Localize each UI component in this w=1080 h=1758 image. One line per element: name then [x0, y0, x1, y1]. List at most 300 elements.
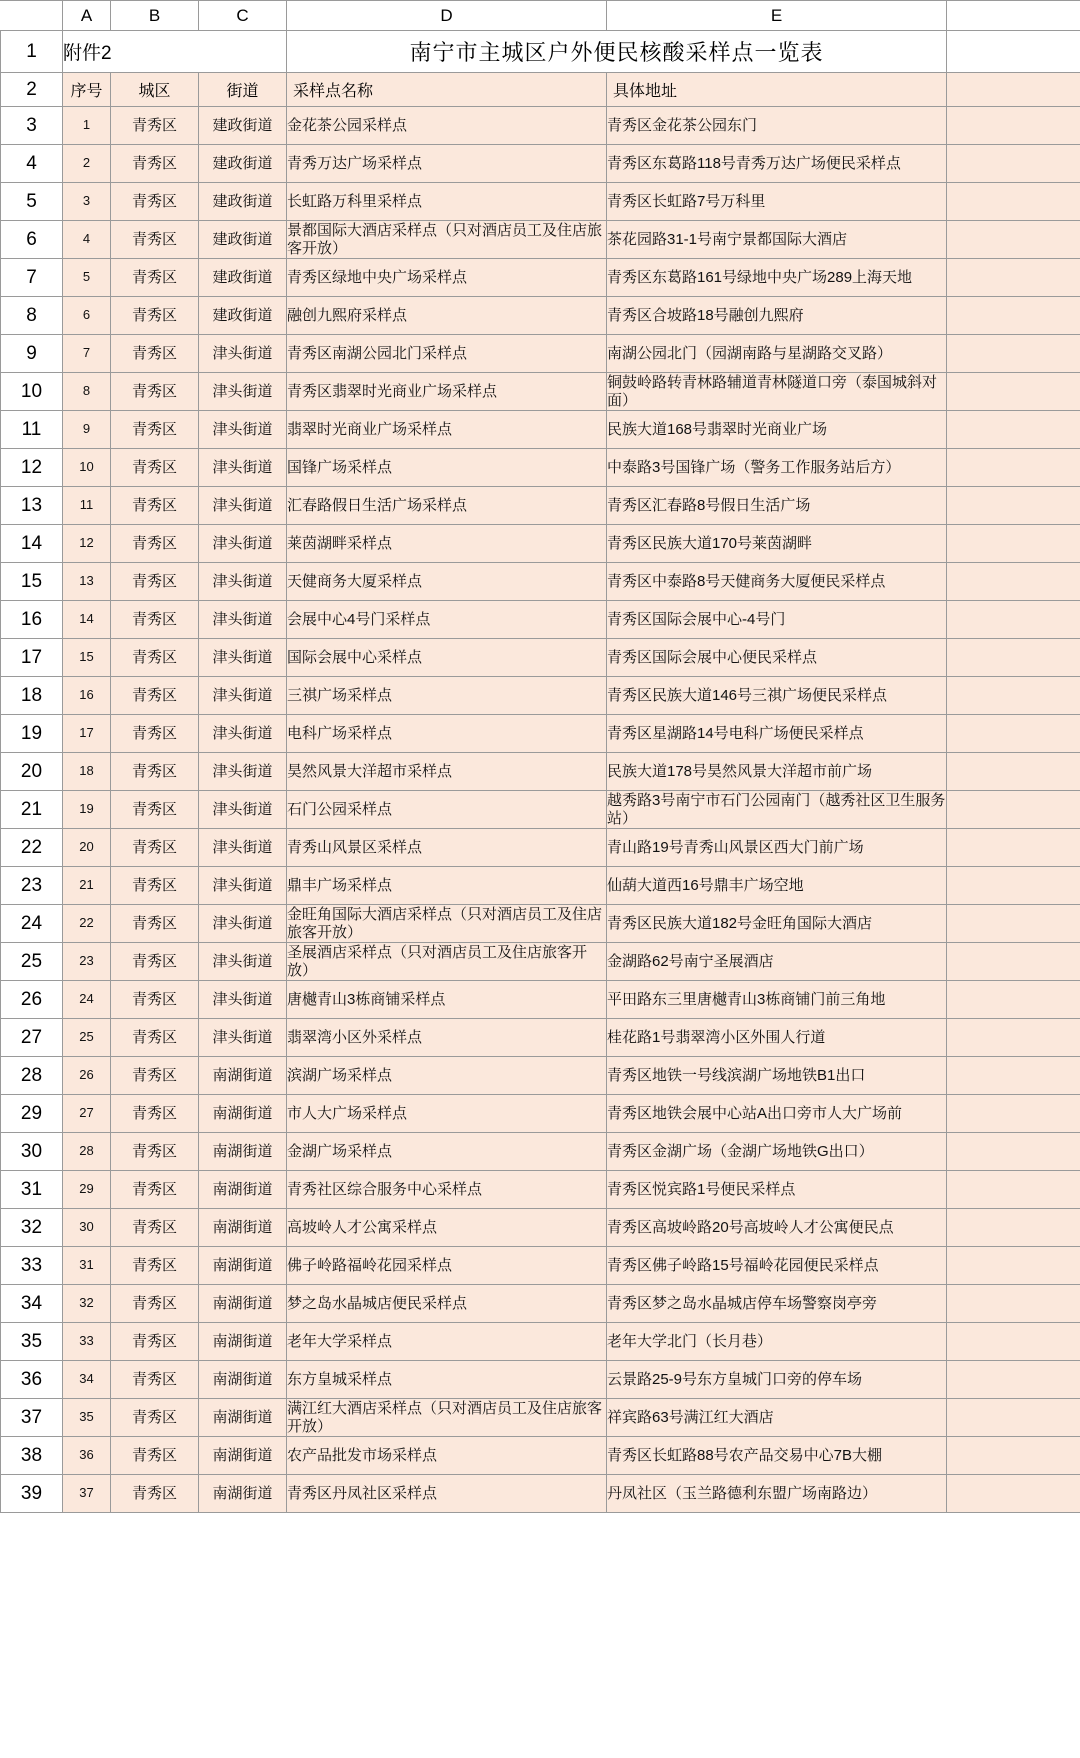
- cell-street: 南湖街道: [199, 1057, 287, 1095]
- cell-address: 平田路东三里唐樾青山3栋商铺门前三角地: [607, 981, 947, 1019]
- cell-street: 津头街道: [199, 411, 287, 449]
- table-row[interactable]: [1, 221, 1080, 259]
- cell-index: 14: [63, 601, 111, 639]
- row-number-29[interactable]: 29: [1, 1095, 63, 1133]
- cell-street: 津头街道: [199, 867, 287, 905]
- row-number-31[interactable]: 31: [1, 1171, 63, 1209]
- cell-street: 津头街道: [199, 1019, 287, 1057]
- row-number-9[interactable]: 9: [1, 335, 63, 373]
- cell-street: 南湖街道: [199, 1361, 287, 1399]
- cell-tail: [947, 335, 1080, 373]
- cell-site-name: 天健商务大厦采样点: [287, 563, 607, 601]
- cell-index: 8: [63, 373, 111, 411]
- cell-address: 青秀区东葛路161号绿地中央广场289上海天地: [607, 259, 947, 297]
- cell-index: 30: [63, 1209, 111, 1247]
- cell-address: 青秀区合坡路18号融创九熙府: [607, 297, 947, 335]
- table-row[interactable]: [1, 1057, 1080, 1095]
- title-row-tail: [947, 31, 1080, 73]
- row-number-10[interactable]: 10: [1, 373, 63, 411]
- cell-site-name: 景都国际大酒店采样点（只对酒店员工及住店旅客开放）: [287, 221, 607, 259]
- cell-district: 青秀区: [111, 1285, 199, 1323]
- cell-site-name: 长虹路万科里采样点: [287, 183, 607, 221]
- cell-address: 南湖公园北门（园湖南路与星湖路交叉路）: [607, 335, 947, 373]
- row-number-12[interactable]: 12: [1, 449, 63, 487]
- cell-index: 21: [63, 867, 111, 905]
- column-header-f[interactable]: [947, 1, 1080, 31]
- cell-site-name: 青秀山风景区采样点: [287, 829, 607, 867]
- cell-index: 35: [63, 1399, 111, 1437]
- cell-site-name: 融创九熙府采样点: [287, 297, 607, 335]
- cell-district: 青秀区: [111, 1095, 199, 1133]
- cell-site-name: 三祺广场采样点: [287, 677, 607, 715]
- cell-district: 青秀区: [111, 259, 199, 297]
- table-row[interactable]: [1, 525, 1080, 563]
- cell-tail: [947, 1057, 1080, 1095]
- cell-tail: [947, 943, 1080, 981]
- cell-street: 津头街道: [199, 677, 287, 715]
- cell-tail: [947, 1437, 1080, 1475]
- cell-district: 青秀区: [111, 563, 199, 601]
- row-number-8[interactable]: 8: [1, 297, 63, 335]
- cell-district: 青秀区: [111, 449, 199, 487]
- column-header-c[interactable]: C: [199, 1, 287, 31]
- cell-address: 青秀区佛子岭路15号福岭花园便民采样点: [607, 1247, 947, 1285]
- cell-index: 20: [63, 829, 111, 867]
- cell-tail: [947, 449, 1080, 487]
- row-number-26[interactable]: 26: [1, 981, 63, 1019]
- row-number-24[interactable]: 24: [1, 905, 63, 943]
- cell-street: 南湖街道: [199, 1437, 287, 1475]
- cell-address: 青秀区国际会展中心-4号门: [607, 601, 947, 639]
- cell-address: 青秀区金湖广场（金湖广场地铁G出口）: [607, 1133, 947, 1171]
- cell-district: 青秀区: [111, 1399, 199, 1437]
- cell-tail: [947, 411, 1080, 449]
- row-number-18[interactable]: 18: [1, 677, 63, 715]
- cell-street: 津头街道: [199, 601, 287, 639]
- row-number-3[interactable]: 3: [1, 107, 63, 145]
- cell-address: 青秀区中泰路8号天健商务大厦便民采样点: [607, 563, 947, 601]
- cell-street: 津头街道: [199, 639, 287, 677]
- cell-index: 11: [63, 487, 111, 525]
- cell-address: 青秀区金花茶公园东门: [607, 107, 947, 145]
- header-index: 序号: [63, 73, 111, 107]
- cell-index: 7: [63, 335, 111, 373]
- table-row[interactable]: [1, 1133, 1080, 1171]
- cell-site-name: 国际会展中心采样点: [287, 639, 607, 677]
- cell-address: 青秀区星湖路14号电科广场便民采样点: [607, 715, 947, 753]
- cell-district: 青秀区: [111, 1171, 199, 1209]
- cell-street: 建政街道: [199, 221, 287, 259]
- cell-tail: [947, 1475, 1080, 1513]
- cell-tail: [947, 601, 1080, 639]
- cell-district: 青秀区: [111, 905, 199, 943]
- cell-street: 津头街道: [199, 905, 287, 943]
- cell-district: 青秀区: [111, 1209, 199, 1247]
- cell-address: 祥宾路63号满江红大酒店: [607, 1399, 947, 1437]
- cell-tail: [947, 487, 1080, 525]
- cell-address: 青秀区悦宾路1号便民采样点: [607, 1171, 947, 1209]
- cell-street: 南湖街道: [199, 1399, 287, 1437]
- table-row[interactable]: [1, 107, 1080, 145]
- row-number-20[interactable]: 20: [1, 753, 63, 791]
- table-row[interactable]: [1, 715, 1080, 753]
- cell-tail: [947, 639, 1080, 677]
- cell-address: 青秀区民族大道170号莱茵湖畔: [607, 525, 947, 563]
- row-number-27[interactable]: 27: [1, 1019, 63, 1057]
- cell-tail: [947, 563, 1080, 601]
- table-row[interactable]: [1, 1209, 1080, 1247]
- cell-street: 津头街道: [199, 563, 287, 601]
- cell-site-name: 青秀区翡翠时光商业广场采样点: [287, 373, 607, 411]
- cell-index: 25: [63, 1019, 111, 1057]
- row-number-13[interactable]: 13: [1, 487, 63, 525]
- cell-site-name: 唐樾青山3栋商铺采样点: [287, 981, 607, 1019]
- table-row[interactable]: [1, 563, 1080, 601]
- cell-address: 云景路25-9号东方皇城门口旁的停车场: [607, 1361, 947, 1399]
- cell-street: 津头街道: [199, 525, 287, 563]
- table-row[interactable]: [1, 867, 1080, 905]
- row-number-4[interactable]: 4: [1, 145, 63, 183]
- cell-site-name: 老年大学采样点: [287, 1323, 607, 1361]
- table-row[interactable]: [1, 145, 1080, 183]
- cell-index: 18: [63, 753, 111, 791]
- cell-index: 13: [63, 563, 111, 601]
- row-number-37[interactable]: 37: [1, 1399, 63, 1437]
- cell-index: 9: [63, 411, 111, 449]
- row-number-35[interactable]: 35: [1, 1323, 63, 1361]
- cell-district: 青秀区: [111, 183, 199, 221]
- table-row[interactable]: [1, 753, 1080, 791]
- cell-site-name: 昊然风景大洋超市采样点: [287, 753, 607, 791]
- cell-tail: [947, 145, 1080, 183]
- row-number-30[interactable]: 30: [1, 1133, 63, 1171]
- cell-street: 津头街道: [199, 449, 287, 487]
- cell-address: 民族大道178号昊然风景大洋超市前广场: [607, 753, 947, 791]
- cell-district: 青秀区: [111, 145, 199, 183]
- cell-tail: [947, 107, 1080, 145]
- table-row[interactable]: [1, 1437, 1080, 1475]
- cell-site-name: 青秀社区综合服务中心采样点: [287, 1171, 607, 1209]
- cell-address: 青秀区地铁一号线滨湖广场地铁B1出口: [607, 1057, 947, 1095]
- cell-district: 青秀区: [111, 373, 199, 411]
- cell-address: 越秀路3号南宁市石门公园南门（越秀社区卫生服务站）: [607, 792, 946, 827]
- row-number-16[interactable]: 16: [1, 601, 63, 639]
- cell-index: 26: [63, 1057, 111, 1095]
- table-row[interactable]: [1, 487, 1080, 525]
- cell-district: 青秀区: [111, 221, 199, 259]
- cell-street: 津头街道: [199, 943, 287, 981]
- cell-tail: [947, 259, 1080, 297]
- cell-tail: [947, 1361, 1080, 1399]
- cell-tail: [947, 1399, 1080, 1437]
- cell-site-name: 会展中心4号门采样点: [287, 601, 607, 639]
- table-row[interactable]: [1, 335, 1080, 373]
- cell-index: 2: [63, 145, 111, 183]
- cell-index: 5: [63, 259, 111, 297]
- cell-site-name: 金花茶公园采样点: [287, 107, 607, 145]
- cell-street: 南湖街道: [199, 1323, 287, 1361]
- attachment-label: 附件2: [63, 31, 287, 73]
- cell-district: 青秀区: [111, 981, 199, 1019]
- table-row[interactable]: [1, 1361, 1080, 1399]
- cell-tail: [947, 1247, 1080, 1285]
- table-row[interactable]: [1, 183, 1080, 221]
- cell-site-name: 鼎丰广场采样点: [287, 867, 607, 905]
- table-row[interactable]: [1, 259, 1080, 297]
- cell-street: 津头街道: [199, 791, 287, 829]
- row-number-14[interactable]: 14: [1, 525, 63, 563]
- column-header-b[interactable]: B: [111, 1, 199, 31]
- row-number-5[interactable]: 5: [1, 183, 63, 221]
- cell-site-name: 农产品批发市场采样点: [287, 1437, 607, 1475]
- cell-site-name: 圣展酒店采样点（只对酒店员工及住店旅客开放）: [287, 943, 607, 981]
- cell-district: 青秀区: [111, 1019, 199, 1057]
- cell-index: 12: [63, 525, 111, 563]
- cell-index: 37: [63, 1475, 111, 1513]
- cell-address: 仙葫大道西16号鼎丰广场空地: [607, 867, 947, 905]
- cell-address: 青秀区长虹路88号农产品交易中心7B大棚: [607, 1437, 947, 1475]
- cell-index: 23: [63, 943, 111, 981]
- cell-index: 29: [63, 1171, 111, 1209]
- table-row[interactable]: [1, 1171, 1080, 1209]
- cell-tail: [947, 183, 1080, 221]
- row-number-17[interactable]: 17: [1, 639, 63, 677]
- cell-district: 青秀区: [111, 1437, 199, 1475]
- cell-address: 青秀区高坡岭路20号高坡岭人才公寓便民点: [607, 1209, 947, 1247]
- cell-street: 建政街道: [199, 297, 287, 335]
- cell-address: 中泰路3号国锋广场（警务工作服务站后方）: [607, 449, 947, 487]
- cell-district: 青秀区: [111, 677, 199, 715]
- cell-site-name: 东方皇城采样点: [287, 1361, 607, 1399]
- cell-site-name: 汇春路假日生活广场采样点: [287, 487, 607, 525]
- cell-tail: [947, 221, 1080, 259]
- cell-tail: [947, 1171, 1080, 1209]
- cell-district: 青秀区: [111, 1133, 199, 1171]
- header-address: 具体地址: [607, 73, 947, 107]
- row-number-38[interactable]: 38: [1, 1437, 63, 1475]
- cell-site-name: 高坡岭人才公寓采样点: [287, 1209, 607, 1247]
- cell-district: 青秀区: [111, 1361, 199, 1399]
- row-number-36[interactable]: 36: [1, 1361, 63, 1399]
- table-row[interactable]: [1, 829, 1080, 867]
- cell-district: 青秀区: [111, 487, 199, 525]
- row-number-23[interactable]: 23: [1, 867, 63, 905]
- table-row[interactable]: [1, 981, 1080, 1019]
- cell-district: 青秀区: [111, 107, 199, 145]
- table-row[interactable]: [1, 791, 1080, 829]
- cell-site-name: 翡翠湾小区外采样点: [287, 1019, 607, 1057]
- cell-district: 青秀区: [111, 867, 199, 905]
- title-row: [1, 31, 1080, 73]
- cell-tail: [947, 1019, 1080, 1057]
- column-header-row: [1, 1, 1080, 31]
- row-number-19[interactable]: 19: [1, 715, 63, 753]
- cell-tail: [947, 1133, 1080, 1171]
- cell-tail: [947, 1323, 1080, 1361]
- cell-address: 桂花路1号翡翠湾小区外围人行道: [607, 1019, 947, 1057]
- header-district: 城区: [111, 73, 199, 107]
- header-street: 街道: [199, 73, 287, 107]
- table-row[interactable]: [1, 639, 1080, 677]
- cell-tail: [947, 1209, 1080, 1247]
- cell-tail: [947, 981, 1080, 1019]
- cell-index: 17: [63, 715, 111, 753]
- cell-index: 34: [63, 1361, 111, 1399]
- cell-index: 27: [63, 1095, 111, 1133]
- cell-index: 4: [63, 221, 111, 259]
- row-number-32[interactable]: 32: [1, 1209, 63, 1247]
- cell-site-name: 满江红大酒店采样点（只对酒店员工及住店旅客开放）: [287, 1399, 607, 1437]
- cell-index: 22: [63, 905, 111, 943]
- table-row[interactable]: [1, 297, 1080, 335]
- cell-district: 青秀区: [111, 335, 199, 373]
- cell-address: 青秀区梦之岛水晶城店停车场警察岗亭旁: [607, 1285, 947, 1323]
- cell-index: 31: [63, 1247, 111, 1285]
- cell-index: 10: [63, 449, 111, 487]
- cell-site-name: 市人大广场采样点: [287, 1095, 607, 1133]
- sheet-title: 南宁市主城区户外便民核酸采样点一览表: [287, 31, 947, 73]
- table-row[interactable]: [1, 1323, 1080, 1361]
- cell-tail: [947, 791, 1080, 829]
- row-number-39[interactable]: 39: [1, 1475, 63, 1513]
- column-header-d[interactable]: D: [287, 1, 607, 31]
- column-header-a[interactable]: A: [63, 1, 111, 31]
- cell-address: 青秀区长虹路7号万科里: [607, 183, 947, 221]
- cell-tail: [947, 867, 1080, 905]
- cell-street: 建政街道: [199, 259, 287, 297]
- cell-index: 36: [63, 1437, 111, 1475]
- cell-index: 19: [63, 791, 111, 829]
- cell-address: 青秀区东葛路118号青秀万达广场便民采样点: [607, 145, 947, 183]
- cell-index: 15: [63, 639, 111, 677]
- cell-address: 老年大学北门（长月巷）: [607, 1323, 947, 1361]
- cell-street: 南湖街道: [199, 1475, 287, 1513]
- cell-street: 建政街道: [199, 183, 287, 221]
- column-header-e[interactable]: E: [607, 1, 947, 31]
- cell-district: 青秀区: [111, 1475, 199, 1513]
- table-row[interactable]: [1, 677, 1080, 715]
- cell-street: 津头街道: [199, 715, 287, 753]
- cell-site-name: 青秀万达广场采样点: [287, 145, 607, 183]
- cell-district: 青秀区: [111, 1057, 199, 1095]
- cell-street: 津头街道: [199, 981, 287, 1019]
- row-number-6[interactable]: 6: [1, 221, 63, 259]
- table-row[interactable]: [1, 1475, 1080, 1513]
- cell-site-name: 滨湖广场采样点: [287, 1057, 607, 1095]
- header-site-name: 采样点名称: [287, 73, 607, 107]
- table-row[interactable]: [1, 905, 1080, 943]
- cell-street: 津头街道: [199, 487, 287, 525]
- cell-tail: [947, 677, 1080, 715]
- row-number-1[interactable]: 1: [1, 31, 63, 73]
- row-number-7[interactable]: 7: [1, 259, 63, 297]
- cell-district: 青秀区: [111, 1247, 199, 1285]
- cell-address: 铜鼓岭路转青林路辅道青林隧道口旁（泰国城斜对面）: [607, 373, 947, 411]
- cell-index: 16: [63, 677, 111, 715]
- cell-address: 金湖路62号南宁圣展酒店: [607, 943, 947, 981]
- cell-address: 青秀区民族大道146号三祺广场便民采样点: [607, 677, 947, 715]
- cell-district: 青秀区: [111, 297, 199, 335]
- cell-street: 南湖街道: [199, 1285, 287, 1323]
- table-header-row: [1, 73, 1080, 107]
- cell-street: 建政街道: [199, 145, 287, 183]
- cell-site-name: 金旺角国际大酒店采样点（只对酒店员工及住店旅客开放）: [287, 905, 607, 943]
- select-all-corner[interactable]: [1, 1, 63, 31]
- cell-street: 津头街道: [199, 753, 287, 791]
- cell-tail: [947, 1095, 1080, 1133]
- cell-index: 24: [63, 981, 111, 1019]
- cell-site-name: 国锋广场采样点: [287, 449, 607, 487]
- cell-site-name: 佛子岭路福岭花园采样点: [287, 1247, 607, 1285]
- cell-site-name: 翡翠时光商业广场采样点: [287, 411, 607, 449]
- cell-district: 青秀区: [111, 829, 199, 867]
- row-number-34[interactable]: 34: [1, 1285, 63, 1323]
- cell-site-name: 石门公园采样点: [287, 791, 607, 829]
- table-row[interactable]: [1, 373, 1080, 411]
- cell-tail: [947, 297, 1080, 335]
- cell-address: 青秀区民族大道182号金旺角国际大酒店: [607, 905, 947, 943]
- cell-site-name: 梦之岛水晶城店便民采样点: [287, 1285, 607, 1323]
- row-number-2[interactable]: 2: [1, 73, 63, 107]
- cell-address: 茶花园路31-1号南宁景都国际大酒店: [607, 221, 947, 259]
- row-number-33[interactable]: 33: [1, 1247, 63, 1285]
- cell-tail: [947, 829, 1080, 867]
- row-number-22[interactable]: 22: [1, 829, 63, 867]
- row-number-21[interactable]: 21: [1, 791, 63, 829]
- cell-address: 民族大道168号翡翠时光商业广场: [607, 411, 947, 449]
- cell-district: 青秀区: [111, 411, 199, 449]
- table-row[interactable]: [1, 943, 1080, 981]
- row-number-11[interactable]: 11: [1, 411, 63, 449]
- cell-site-name: 电科广场采样点: [287, 715, 607, 753]
- cell-address: 丹凤社区（玉兰路德利东盟广场南路边）: [607, 1475, 947, 1513]
- cell-district: 青秀区: [111, 525, 199, 563]
- cell-tail: [947, 1285, 1080, 1323]
- cell-district: 青秀区: [111, 753, 199, 791]
- cell-tail: [947, 525, 1080, 563]
- cell-district: 青秀区: [111, 943, 199, 981]
- table-row[interactable]: [1, 411, 1080, 449]
- table-row[interactable]: [1, 1247, 1080, 1285]
- table-row[interactable]: [1, 1019, 1080, 1057]
- cell-index: 1: [63, 107, 111, 145]
- cell-site-name: 莱茵湖畔采样点: [287, 525, 607, 563]
- cell-street: 津头街道: [199, 829, 287, 867]
- cell-district: 青秀区: [111, 639, 199, 677]
- table-row[interactable]: [1, 1095, 1080, 1133]
- cell-address: 青秀区国际会展中心便民采样点: [607, 639, 947, 677]
- cell-tail: [947, 905, 1080, 943]
- table-row[interactable]: [1, 1285, 1080, 1323]
- row-number-15[interactable]: 15: [1, 563, 63, 601]
- cell-street: 南湖街道: [199, 1247, 287, 1285]
- cell-street: 南湖街道: [199, 1133, 287, 1171]
- cell-street: 南湖街道: [199, 1209, 287, 1247]
- cell-street: 南湖街道: [199, 1171, 287, 1209]
- cell-index: 32: [63, 1285, 111, 1323]
- cell-street: 建政街道: [199, 107, 287, 145]
- cell-tail: [947, 373, 1080, 411]
- table-row[interactable]: [1, 1399, 1080, 1437]
- row-number-25[interactable]: 25: [1, 943, 63, 981]
- cell-site-name: 青秀区绿地中央广场采样点: [287, 259, 607, 297]
- cell-district: 青秀区: [111, 715, 199, 753]
- cell-site-name: 青秀区南湖公园北门采样点: [287, 335, 607, 373]
- row-number-28[interactable]: 28: [1, 1057, 63, 1095]
- cell-index: 28: [63, 1133, 111, 1171]
- table-row[interactable]: [1, 449, 1080, 487]
- table-row[interactable]: [1, 601, 1080, 639]
